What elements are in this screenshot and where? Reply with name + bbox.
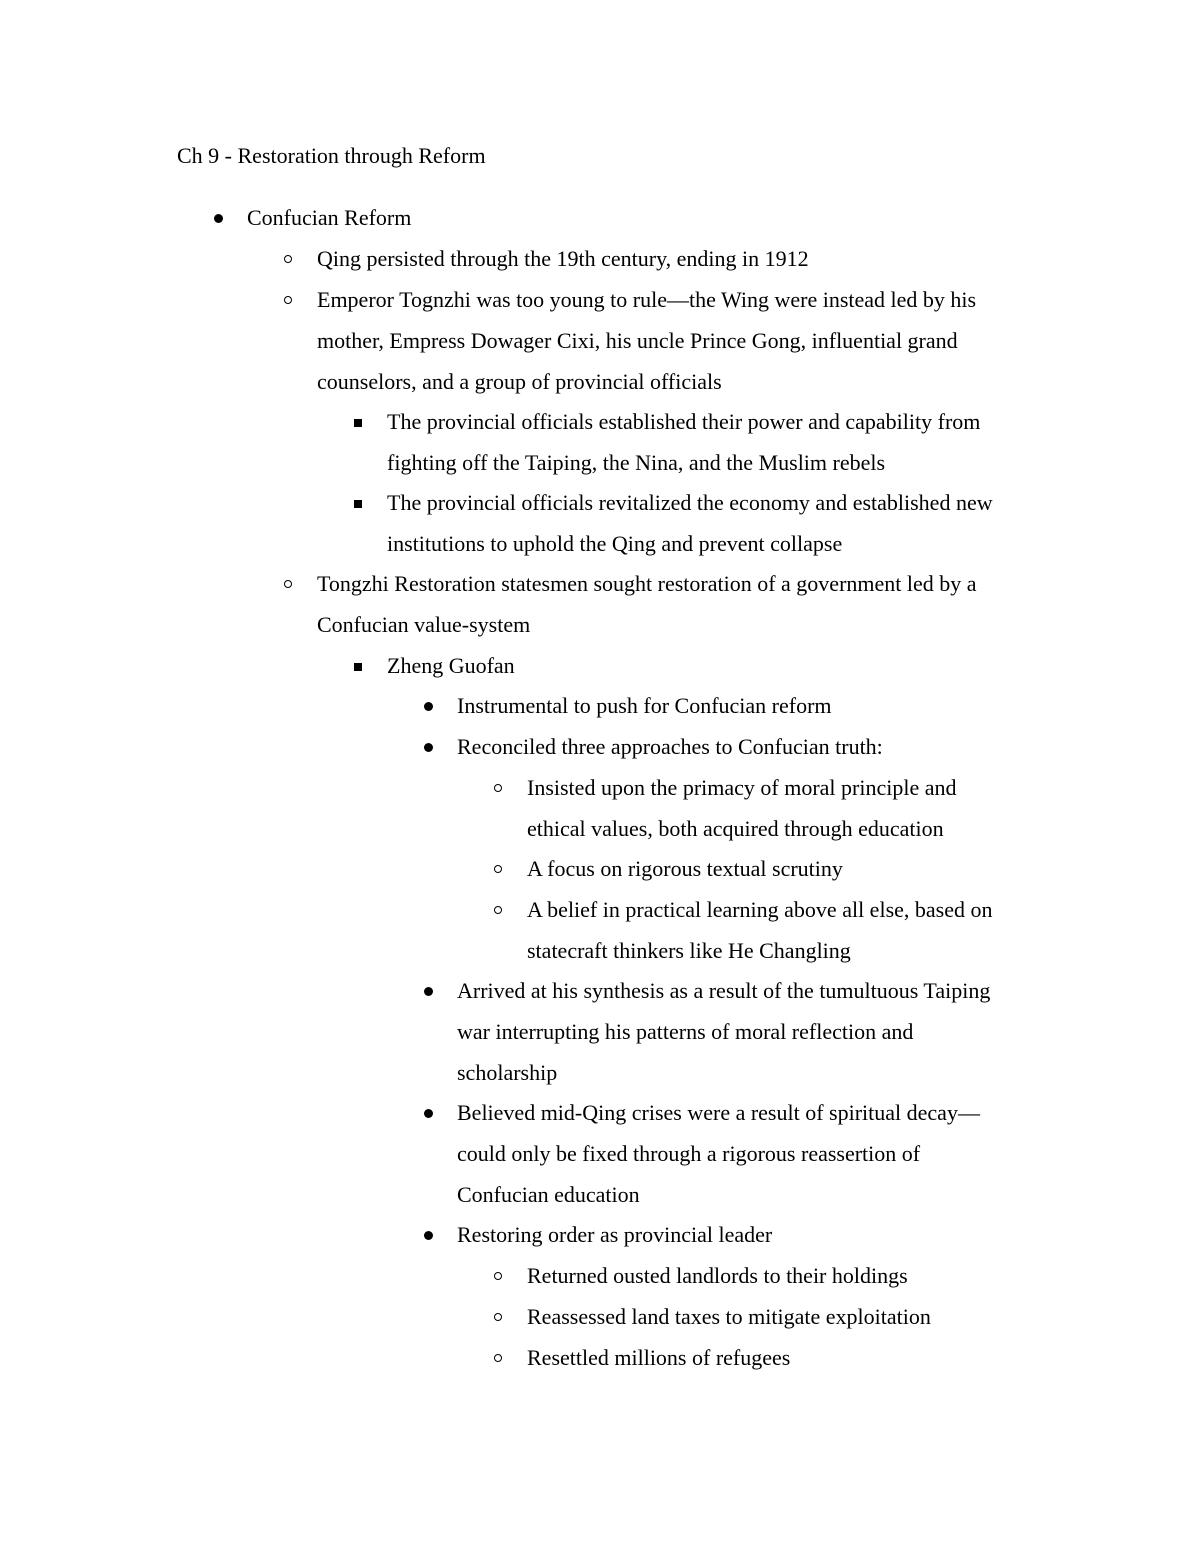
list-item-text: A focus on rigorous textual scrutiny [527,856,843,881]
hollow-bullet-icon [284,580,292,588]
list-item-text: The provincial officials revitalized the economy and established new institutions to uphold the Qing and prevent collapse [387,490,993,556]
list-item [457,686,1027,727]
list-item-text: Reassessed land taxes to mitigate exploitation [527,1304,931,1329]
hollow-bullet-icon [494,1313,502,1321]
list-item-text: A belief in practical learning above all else, based on statecraft thinkers like He Changling [527,897,993,963]
list-item [387,483,1007,565]
list-item-text: Tongzhi Restoration statesmen sought restoration of a government led by a Confucian value-system [317,571,977,637]
list-item-text: Resettled millions of refugees [527,1345,791,1370]
hollow-bullet-icon [494,784,502,792]
filled-bullet-icon [424,1109,433,1118]
list-item-text: The provincial officials established their power and capability from fighting off the Taiping, the Nina, and the Muslim rebels [387,409,981,475]
square-bullet-icon [354,500,362,508]
list-item [317,280,1027,402]
list-item [457,1093,1017,1215]
list-item [527,890,1007,972]
list-item-text: Restoring order as provincial leader [457,1222,773,1247]
list-item [457,1215,1027,1256]
list-item-text: Zheng Guofan [387,653,515,678]
list-item [457,971,997,1093]
hollow-bullet-icon [494,1272,502,1280]
hollow-bullet-icon [284,255,292,263]
list-item-text: Insisted upon the primacy of moral principle and ethical values, both acquired through education [527,775,957,841]
filled-bullet-icon [424,702,433,711]
hollow-bullet-icon [494,1354,502,1362]
filled-bullet-icon [424,743,433,752]
square-bullet-icon [354,419,362,427]
hollow-bullet-icon [284,296,292,304]
filled-bullet-icon [424,1231,433,1240]
hollow-bullet-icon [494,906,502,914]
list-item [457,727,1027,768]
list-item-text: Believed mid-Qing crises were a result of spiritual decay—could only be fixed through a rigorous reassertion of Confucian education [457,1100,980,1207]
list-item [247,198,1027,239]
list-item-text: Reconciled three approaches to Confucian truth: [457,734,883,759]
list-item-text: Returned ousted landlords to their holdings [527,1263,908,1288]
list-item [527,1297,1027,1338]
list-item [387,402,1027,484]
list-item [527,1256,1027,1297]
list-item-text: Qing persisted through the 19th century, ending in 1912 [317,246,809,271]
list-item-text: Emperor Tognzhi was too young to rule—the Wing were instead led by his mother, Empress Dowager Cixi, his uncle Prince Gong, influential grand counselors, and a group of provincial officials [317,287,977,394]
list-item-text: Instrumental to push for Confucian reform [457,693,832,718]
list-item [387,646,1027,687]
list-item [527,849,1007,890]
filled-bullet-icon [424,987,433,996]
page-title: Ch 9 - Restoration through Reform [177,143,486,168]
filled-bullet-icon [214,214,223,223]
list-item [317,564,1027,646]
list-item-text: Arrived at his synthesis as a result of the tumultuous Taiping war interrupting his patterns of moral reflection and scholarship [457,978,991,1085]
square-bullet-icon [354,663,362,671]
list-item-text: Confucian Reform [247,205,412,230]
list-item [527,768,1007,850]
hollow-bullet-icon [494,865,502,873]
list-item [527,1338,1027,1379]
list-item [317,239,1027,280]
